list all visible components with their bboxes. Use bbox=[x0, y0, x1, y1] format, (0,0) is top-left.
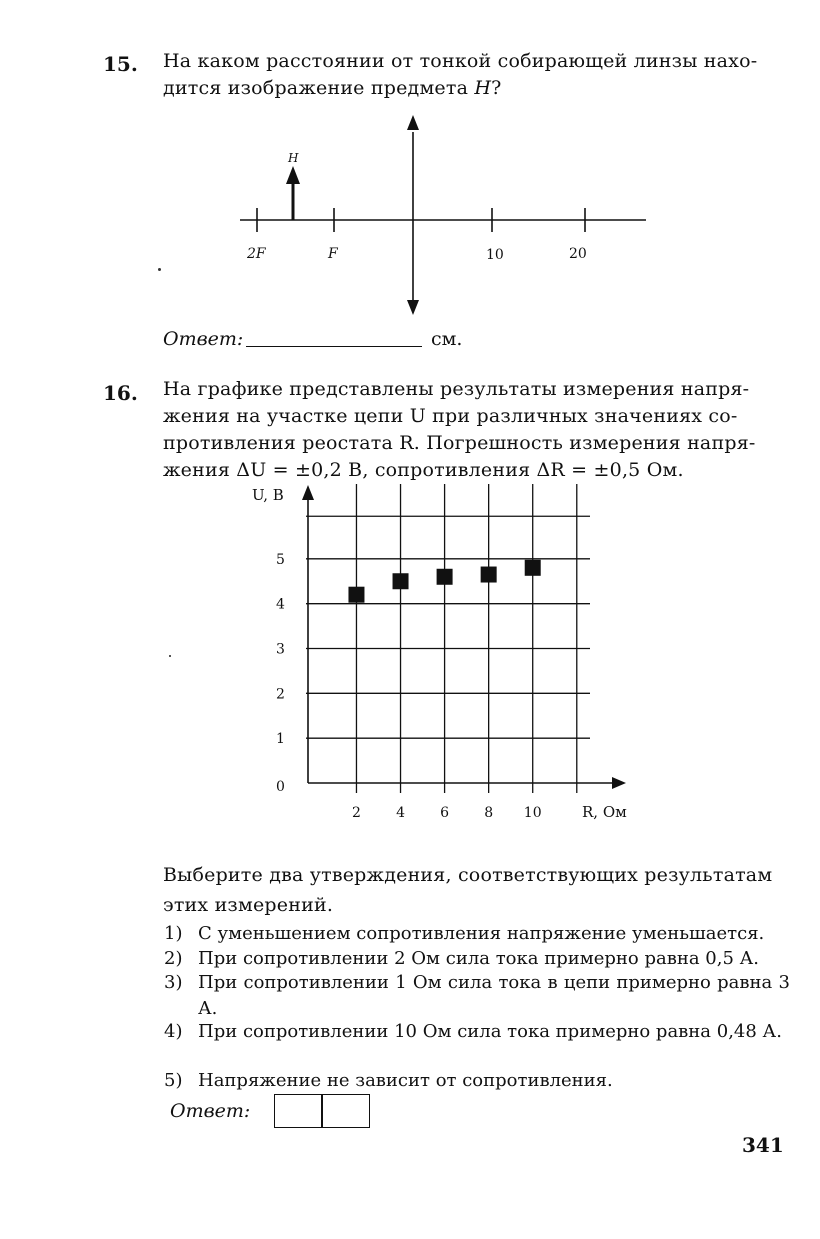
question-16-line-2: жения на участке цепи U при различных значениях со- bbox=[163, 405, 738, 427]
lens-bottom-arrow-icon bbox=[407, 300, 419, 315]
question-15-text bbox=[163, 48, 790, 102]
question-15-line-2 bbox=[163, 75, 790, 102]
question-15-line-1: На каком расстоянии от тонкой собирающей линзы нахо- bbox=[163, 50, 758, 72]
object-label: H bbox=[288, 151, 299, 165]
option-1[interactable] bbox=[164, 921, 790, 947]
question-16-prompt-line-1: Выберите два утверждения, соответствующих результатам bbox=[163, 864, 773, 886]
y-axis-label: U, В bbox=[252, 486, 284, 504]
y-tick-label-1: 1 bbox=[276, 731, 285, 748]
question-16-prompt-line-2: этих измерений. bbox=[163, 894, 334, 916]
option-5[interactable] bbox=[164, 1068, 790, 1094]
x-tick-label-2: 2 bbox=[352, 805, 361, 821]
option-3-text: При сопротивлении 1 Ом сила тока в цепи примерно равна 3 А. bbox=[198, 972, 790, 1019]
object-variable-h: H bbox=[474, 77, 492, 99]
question-15-line-2-text: дится изображение предмета bbox=[163, 77, 475, 99]
page-number: 341 bbox=[742, 1133, 784, 1157]
option-1-number: 1) bbox=[164, 923, 183, 944]
question-16-answer-label: Ответ: bbox=[170, 1100, 251, 1122]
y-tick-label-5: 5 bbox=[276, 551, 285, 568]
x-tick-label-4: 4 bbox=[396, 805, 405, 821]
option-2[interactable] bbox=[164, 946, 790, 972]
x-axis-arrow-icon bbox=[612, 777, 626, 789]
x-tick-label-6: 6 bbox=[440, 805, 450, 821]
question-16-line-4: жения ΔU = ±0,2 В, сопротивления ΔR = ±0,5 Ом. bbox=[163, 459, 684, 481]
tick-label-2f: 2F bbox=[247, 246, 266, 262]
speck bbox=[158, 268, 161, 271]
question-15-line-2-end: ? bbox=[491, 77, 502, 99]
question-16-line-1: На графике представлены результаты измерения напря- bbox=[163, 378, 750, 400]
data-point-1 bbox=[348, 587, 364, 603]
data-point-2 bbox=[393, 573, 409, 589]
tick-label-10: 10 bbox=[486, 247, 504, 263]
x-tick-label-8: 8 bbox=[484, 805, 494, 821]
option-5-text: Напряжение не зависит от сопротивления. bbox=[198, 1070, 613, 1091]
lens-diagram bbox=[230, 110, 660, 320]
chart-grid bbox=[306, 484, 590, 793]
option-3[interactable] bbox=[164, 970, 790, 1022]
option-1-text: С уменьшением сопротивления напряжение уменьшается. bbox=[198, 923, 765, 944]
question-15-answer-field[interactable] bbox=[246, 346, 422, 347]
question-15-answer-label: Ответ: bbox=[163, 328, 244, 350]
y-axis-arrow-icon bbox=[302, 485, 314, 500]
y-tick-label-2: 2 bbox=[276, 686, 285, 703]
object-arrow-icon bbox=[286, 166, 300, 184]
option-4[interactable] bbox=[164, 1019, 790, 1071]
answer-box-1[interactable] bbox=[274, 1094, 323, 1128]
question-16-line-3: противления реостата R. Погрешность измерения напря- bbox=[163, 432, 756, 454]
data-point-4 bbox=[481, 567, 497, 583]
question-16-number: 16. bbox=[103, 381, 138, 405]
option-4-text: При сопротивлении 10 Ом сила тока примерно равна 0,48 А. bbox=[198, 1021, 782, 1042]
question-16-prompt bbox=[163, 860, 790, 920]
data-point-3 bbox=[437, 569, 453, 585]
option-2-text: При сопротивлении 2 Ом сила тока примерно равна 0,5 А. bbox=[198, 948, 760, 969]
lens-top-arrow-icon bbox=[407, 115, 419, 130]
answer-box-2[interactable] bbox=[321, 1094, 370, 1128]
question-15-number: 15. bbox=[103, 52, 138, 76]
x-tick-label-10: 10 bbox=[523, 805, 542, 821]
option-5-number: 5) bbox=[164, 1070, 183, 1091]
option-4-number: 4) bbox=[164, 1021, 183, 1042]
tick-label-20: 20 bbox=[569, 246, 587, 262]
chart-tick-labels bbox=[276, 552, 542, 821]
y-tick-label-3: 3 bbox=[276, 641, 285, 658]
speck bbox=[169, 655, 171, 657]
x-axis-label: R, Ом bbox=[582, 803, 627, 821]
tick-label-f: F bbox=[328, 246, 338, 262]
y-tick-label-0: 0 bbox=[276, 779, 285, 795]
option-3-number: 3) bbox=[164, 972, 183, 993]
option-2-number: 2) bbox=[164, 948, 183, 969]
y-tick-label-4: 4 bbox=[276, 596, 285, 613]
question-15-answer-unit: см. bbox=[431, 328, 463, 350]
voltage-resistance-chart bbox=[240, 478, 640, 828]
data-point-5 bbox=[525, 560, 541, 576]
question-16-text bbox=[163, 376, 790, 484]
